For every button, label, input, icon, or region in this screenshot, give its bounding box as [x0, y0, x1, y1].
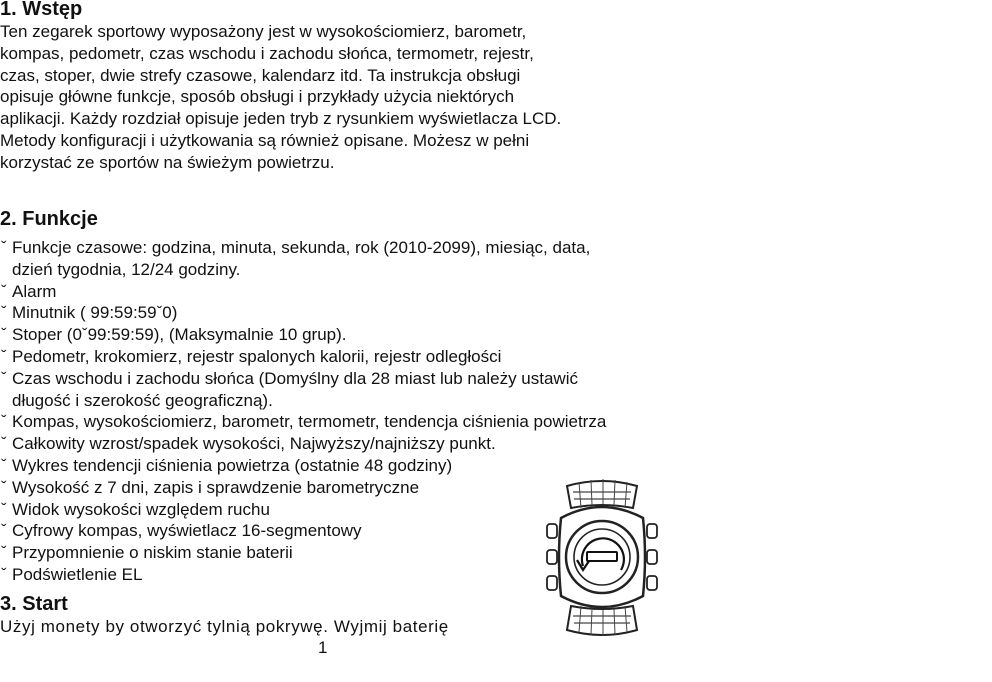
intro-paragraph: Ten zegarek sportowy wyposażony jest w wysokościomierz, barometr, kompas, pedometr, czas wschodu i zachodu słońca, termometr, rejestr, czas, stoper, dwie strefy czasowe, kalendarz itd. Ta instrukcja obsługi opisuje główne funkcje, sposób obsługi i przykłady użycia niektórych aplikacji. Każdy rozdział opisuje jeden tryb z rysunkiem wyświetlacza LCD. Metody konfiguracji i użytkowania są również opisane. Możesz w pełni korzystać ze sportów na świeżym powietrzu.	[0, 22, 562, 172]
list-item: ˇ Pedometr, krokomierz, rejestr spalonych kalorii, rejestr odległości	[1, 346, 502, 366]
list-item: ˇ Całkowity wzrost/spadek wysokości, Najwyższy/najniższy punkt.	[1, 434, 496, 454]
list-item: ˇ Wysokość z 7 dni, zapis i sprawdzenie barometryczne	[1, 477, 420, 497]
list-item: ˇ Wykres tendencji ciśnienia powietrza (ostatnie 48 godziny)	[1, 455, 453, 475]
functions-heading: 2. Funkcje	[0, 208, 98, 230]
list-item: ˇ Widok wysokości względem ruchu	[1, 499, 270, 519]
page-number: 1	[318, 638, 328, 657]
wristwatch-back-icon	[543, 478, 661, 636]
list-item: ˇ Alarm	[1, 281, 57, 301]
list-item: ˇ Przypomnienie o niskim stanie baterii	[1, 543, 293, 563]
list-item: ˇ Kompas, wysokościomierz, barometr, termometr, tendencja ciśnienia powietrza	[1, 412, 607, 432]
list-item: ˇ Podświetlenie EL	[1, 564, 143, 584]
list-item: ˇ Czas wschodu i zachodu słońca (Domyślny dla 28 miast lub należy ustawić długość i szerokość geograficzną).	[1, 368, 578, 410]
start-paragraph: Użyj monety by otworzyć tylnią pokrywę. Wyjmij baterię	[0, 617, 449, 636]
start-heading: 3. Start	[0, 593, 68, 615]
list-item: ˇ Minutnik ( 99:59:59ˇ0)	[1, 303, 178, 323]
intro-heading: 1. Wstęp	[0, 0, 83, 20]
list-item: ˇ Stoper (0ˇ99:59:59), (Maksymalnie 10 grup).	[1, 325, 347, 345]
list-item: ˇ Cyfrowy kompas, wyświetlacz 16-segmentowy	[1, 521, 362, 541]
list-item: ˇ Funkcje czasowe: godzina, minuta, sekunda, rok (2010-2099), miesiąc, data, dzień tygodnia, 12/24 godziny.	[1, 238, 591, 279]
